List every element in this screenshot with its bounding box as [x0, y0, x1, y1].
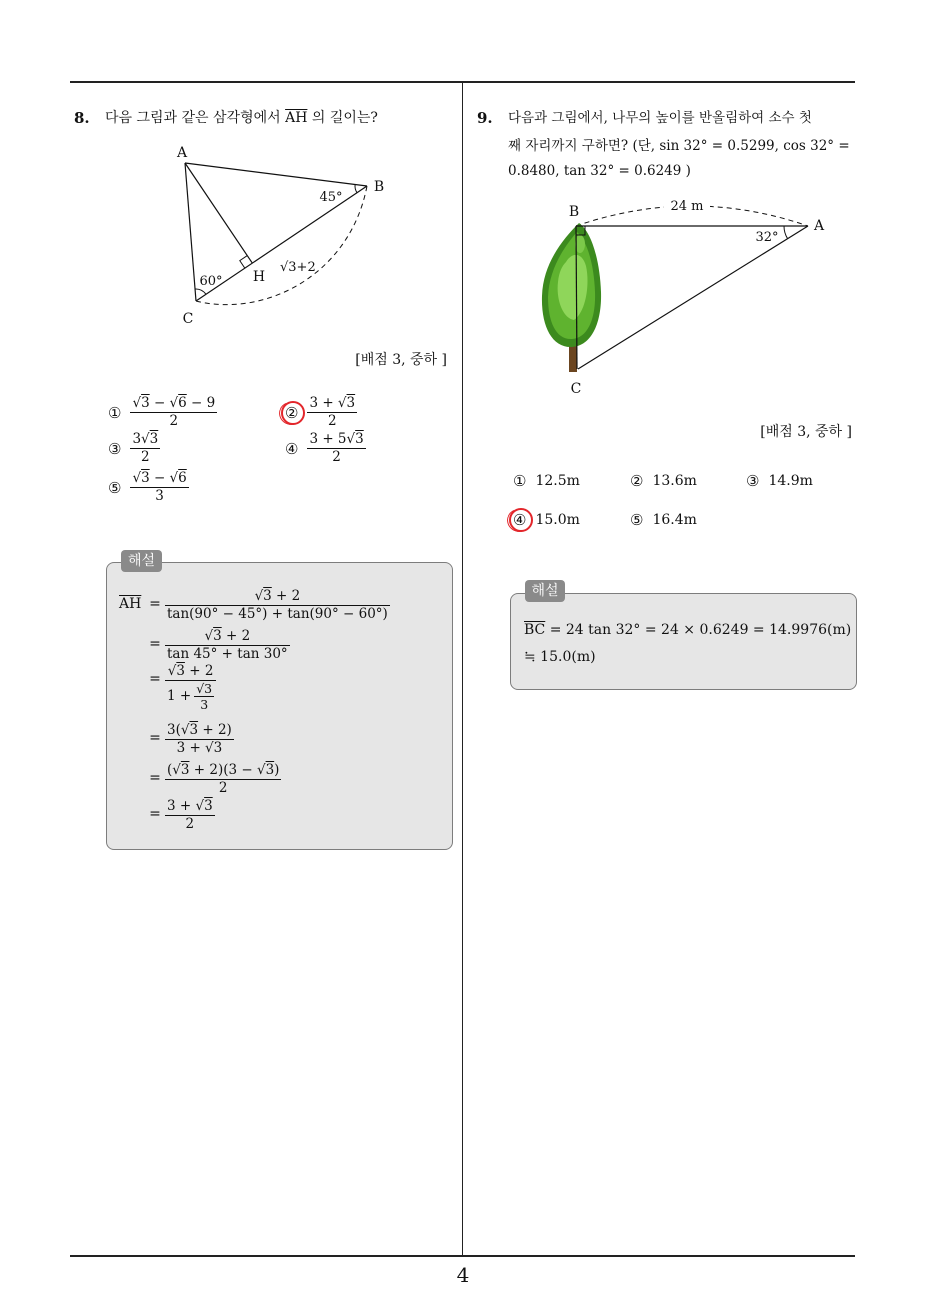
fraction: [130, 395, 217, 430]
choice-marker: ④: [285, 439, 299, 458]
denominator: 2: [130, 412, 217, 430]
solution-box: [510, 593, 857, 690]
fraction: [130, 431, 160, 466]
denominator: 2: [307, 412, 357, 430]
segment-bc: $\overline{BC}$: [524, 622, 546, 638]
angle-label-c: 60°: [199, 274, 223, 289]
page-number: 4: [456, 1263, 470, 1287]
radicand: 3: [213, 628, 222, 644]
solution-tab: 해설: [525, 580, 565, 602]
solution-expression: = 24 tan 32° = 24 × 0.6249 = 14.9976(m): [545, 622, 852, 638]
solution-line-2: ≒ 15.0(m): [524, 649, 596, 665]
choice-value: 14.9m: [768, 473, 813, 489]
triangle-figure: [160, 140, 400, 335]
choice-marker: ⑤: [108, 478, 122, 497]
choice-marker: ①: [513, 472, 527, 490]
length-label-ba: 24 m: [670, 199, 704, 214]
radicand: 6: [178, 470, 187, 486]
choice-5: [630, 511, 697, 529]
choice-marker: ①: [108, 403, 122, 422]
vertex-label-a: A: [176, 145, 188, 161]
choice-3: [746, 472, 813, 490]
solution-line-5: [119, 762, 281, 797]
radicand: 3: [204, 681, 213, 696]
fraction: [165, 722, 234, 757]
choice-1: [513, 472, 580, 490]
denominator: [165, 680, 216, 712]
choice-marker: ②: [630, 472, 644, 490]
denominator: 3: [130, 487, 188, 505]
numerator: √3 + 2: [204, 628, 251, 644]
denominator-prefix: 1 +: [167, 688, 192, 704]
denominator: tan(90° − 45°) + tan(90° − 60°): [167, 606, 388, 622]
choice-marker: ②: [285, 403, 299, 422]
bottom-rule: [70, 1255, 855, 1257]
solution-line-6: [119, 798, 215, 833]
question-number: 9.: [477, 109, 493, 127]
solution-box: [106, 562, 453, 850]
choice-value: 13.6m: [652, 473, 697, 489]
question-text: [105, 109, 378, 127]
equals-sign: =: [149, 770, 161, 786]
denominator: tan 45° + tan 30°: [167, 646, 288, 662]
denominator: 3: [194, 696, 214, 712]
solution-line-1: [119, 588, 390, 623]
fraction: [307, 431, 365, 466]
question-text-after: 의 길이는?: [307, 110, 378, 126]
vertex-label-c: C: [570, 381, 582, 397]
solution-line-2: [119, 628, 290, 663]
choice-value: 16.4m: [652, 512, 697, 528]
score-marks: [배점 3, 중하 ]: [355, 352, 447, 368]
angle-arc-c: [195, 289, 206, 294]
fraction: [165, 628, 290, 663]
radicand: 3: [265, 762, 275, 778]
radicand: 3: [213, 740, 223, 756]
fraction: [130, 470, 188, 505]
radicand: 3: [355, 431, 364, 447]
fraction: [165, 588, 390, 623]
radicand: 3: [176, 663, 185, 679]
solution-line-4: [119, 722, 234, 757]
numerator: (√3 + 2)(3 − √3): [167, 762, 280, 778]
equals-sign: =: [149, 596, 161, 612]
side-ac: [185, 163, 196, 301]
nested-fraction: [194, 681, 214, 712]
denominator: 2: [165, 779, 281, 797]
fraction: [165, 762, 281, 797]
denominator: 2: [165, 815, 215, 833]
denominator: 2: [130, 448, 160, 466]
numerator: 3 + √3: [167, 798, 213, 814]
question-text-line-2: 째 자리까지 구하면? (단, sin 32° = 0.5299, cos 32° =: [508, 138, 850, 154]
score-marks: [배점 3, 중하 ]: [760, 424, 852, 440]
question-text-line-1: 다음과 그림에서, 나무의 높이를 반올림하여 소수 첫: [508, 110, 812, 126]
side-ab: [185, 163, 367, 186]
numerator: √3 − √6: [132, 470, 187, 486]
choice-1: [108, 395, 217, 430]
numerator: √3 + 2: [167, 663, 214, 679]
radicand: 3: [204, 798, 213, 814]
numerator: √3 + 2: [254, 588, 301, 604]
denominator: 2: [307, 448, 365, 466]
altitude-ah: [185, 163, 252, 263]
choice-3: [108, 431, 160, 466]
fraction: [165, 798, 215, 833]
equals-sign: =: [149, 806, 161, 822]
fraction: [307, 395, 357, 430]
angle-label-b: 45°: [319, 190, 343, 205]
vertex-label-c: C: [182, 311, 194, 327]
numerator: 3 + √3: [309, 395, 356, 411]
choice-2: [630, 472, 697, 490]
radicand: 3: [346, 395, 356, 411]
radicand: 3: [189, 722, 199, 738]
vertex-label-a: A: [813, 218, 825, 234]
solution-line-1: [524, 621, 851, 639]
fraction: [165, 663, 216, 712]
radicand: 6: [178, 395, 187, 411]
choice-value: 15.0m: [535, 512, 580, 528]
solution-line-3: [119, 663, 216, 712]
choice-marker: ③: [746, 472, 760, 490]
choice-marker: ④: [513, 511, 527, 529]
choice-2: [285, 395, 357, 430]
radicand: 3: [149, 431, 159, 447]
numerator: √3: [196, 681, 213, 696]
choice-value: 12.5m: [535, 473, 580, 489]
question-text-before: 다음 그림과 같은 삼각형에서: [105, 110, 286, 126]
radicand: 3: [263, 588, 272, 604]
choice-marker: ⑤: [630, 511, 644, 529]
right-angle-mark-h: [240, 256, 248, 269]
equals-sign: =: [149, 671, 161, 687]
radicand: 3: [141, 470, 150, 486]
angle-label-a: 32°: [755, 230, 779, 245]
denominator: 3 + √3: [165, 739, 234, 757]
choice-4: [285, 431, 366, 466]
side-label-cb: √3+2: [280, 260, 316, 275]
side-ac: [578, 226, 808, 369]
question-text-line-3: 0.8480, tan 32° = 0.6249 ): [508, 163, 691, 179]
numerator: 3√3: [132, 431, 159, 447]
point-label-h: H: [252, 269, 266, 285]
numerator: 3(√3 + 2): [167, 722, 232, 738]
numerator: 3 + 5√3: [309, 431, 364, 447]
segment-ah: $\overline{AH}$: [285, 110, 308, 126]
vertex-label-b: B: [373, 179, 385, 195]
tree-figure: [535, 195, 835, 400]
angle-arc-a: [784, 226, 788, 239]
equals-sign: =: [149, 636, 161, 652]
vertex-label-b: B: [568, 204, 580, 220]
choice-4: [513, 511, 580, 529]
radicand: 3: [141, 395, 150, 411]
column-divider: [462, 82, 463, 1256]
segment-ah: $\overline{AH}$: [119, 596, 142, 612]
equals-sign: =: [149, 730, 161, 746]
solution-tab: 해설: [121, 550, 162, 572]
choice-5: [108, 470, 189, 505]
angle-arc-b: [355, 185, 357, 193]
question-number: 8.: [74, 109, 90, 127]
radicand: 3: [180, 762, 190, 778]
numerator: √3 − √6 − 9: [132, 395, 216, 411]
choice-marker: ③: [108, 439, 122, 458]
